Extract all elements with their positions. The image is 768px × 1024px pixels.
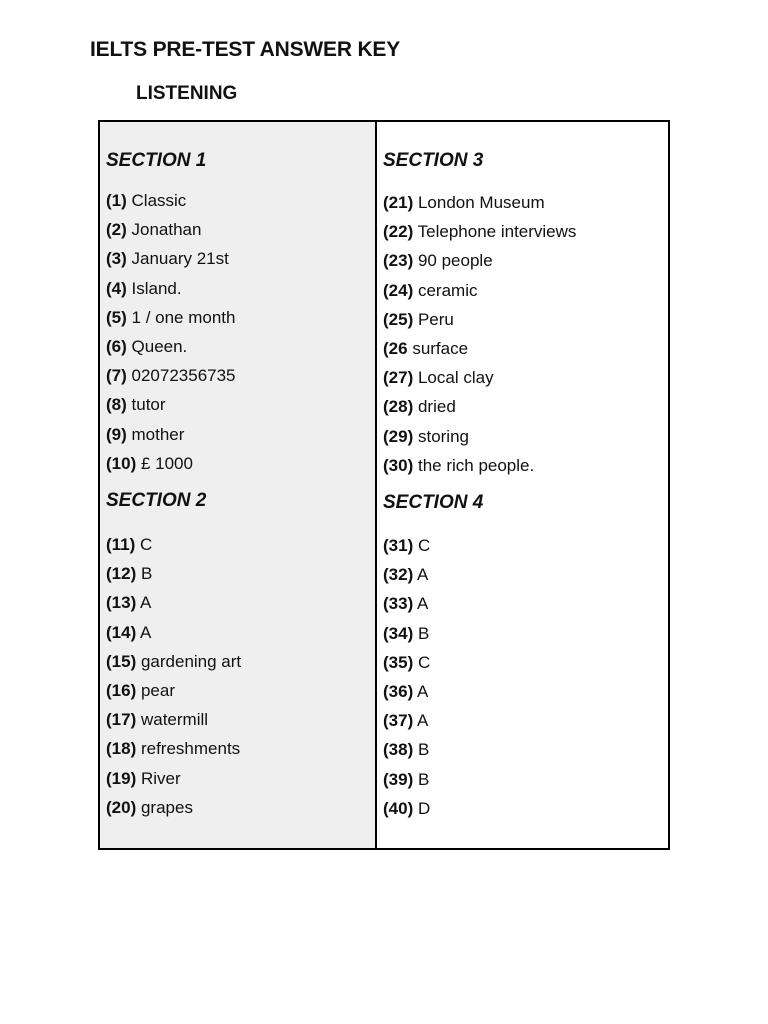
answer-number: (19): [106, 768, 137, 788]
answer-text: C: [140, 535, 153, 554]
answer-item: [383, 276, 576, 305]
answer-item: [106, 303, 236, 332]
answer-number: (25): [383, 309, 414, 329]
answer-number: (20): [106, 797, 137, 817]
answer-item: [106, 449, 236, 478]
answer-text: Jonathan: [131, 220, 202, 240]
answer-number: (32): [383, 565, 414, 585]
answer-number: (16): [106, 680, 137, 700]
answer-text: mother: [131, 424, 185, 444]
answer-number: (13): [106, 593, 137, 613]
answer-item: [383, 531, 430, 560]
answer-text: Classic: [131, 191, 187, 210]
answer-number: (15): [106, 651, 137, 671]
answer-number: (12): [106, 564, 137, 584]
answer-number: (17): [106, 710, 137, 730]
answer-number: (23): [383, 251, 414, 271]
answer-item: [383, 706, 430, 735]
answer-text: B: [140, 564, 153, 584]
answer-item: [106, 705, 241, 734]
answer-number: (35): [383, 652, 414, 672]
answer-item: [383, 334, 576, 363]
answer-number: (28): [383, 397, 414, 417]
answer-number: (8): [106, 395, 127, 415]
answer-number: (6): [106, 336, 127, 356]
answer-text: A: [417, 681, 429, 701]
answer-number: (10): [106, 453, 137, 473]
answer-text: London Museum: [417, 193, 545, 212]
answer-number: (9): [106, 424, 127, 444]
answer-number: (26: [383, 338, 408, 358]
answer-item: [106, 244, 236, 273]
answer-text: grapes: [140, 797, 193, 817]
section-1-heading: SECTION 1: [106, 150, 207, 171]
answer-number: (30): [383, 455, 414, 475]
answer-number: (31): [383, 536, 414, 555]
answer-item: [106, 390, 236, 419]
answer-text: watermill: [140, 710, 209, 730]
answer-number: (3): [106, 249, 127, 269]
section-4-heading: SECTION 4: [383, 492, 484, 513]
section-3-answers: [383, 188, 576, 480]
answer-text: Telephone interviews: [417, 222, 577, 242]
answer-text: ceramic: [417, 280, 478, 300]
answer-text: the rich people.: [417, 455, 535, 475]
answer-item: [383, 246, 576, 275]
answer-text: surface: [412, 338, 469, 358]
answer-text: A: [140, 622, 152, 642]
answer-item: [106, 559, 241, 588]
answer-text: A: [140, 593, 152, 613]
section-2-heading: SECTION 2: [106, 490, 207, 511]
answer-item: [106, 647, 241, 676]
section-1-answers: [106, 186, 236, 478]
answer-number: (39): [383, 769, 414, 789]
answer-item: [383, 619, 430, 648]
section-4-answers: [383, 531, 430, 823]
answer-text: 02072356735: [131, 366, 236, 386]
answer-item: [106, 332, 236, 361]
answer-number: (1): [106, 191, 127, 210]
answer-number: (14): [106, 622, 137, 642]
answer-item: [383, 451, 576, 480]
answer-number: (36): [383, 681, 414, 701]
answer-number: (22): [383, 222, 414, 242]
answer-text: £ 1000: [140, 453, 193, 473]
answer-number: (18): [106, 739, 137, 759]
answer-text: pear: [140, 680, 175, 700]
answer-number: (38): [383, 740, 414, 760]
page-title: IELTS PRE-TEST ANSWER KEY: [90, 38, 401, 61]
answer-number: (11): [106, 535, 136, 554]
answer-item: [383, 677, 430, 706]
answer-item: [106, 618, 241, 647]
answer-number: (33): [383, 594, 414, 614]
answer-item: [106, 764, 241, 793]
answer-text: B: [417, 769, 430, 789]
answer-item: [383, 735, 430, 764]
right-column: [377, 122, 668, 848]
answer-item: [383, 589, 430, 618]
answer-item: [106, 793, 241, 822]
answer-text: Local clay: [417, 368, 494, 388]
answer-item: [383, 648, 430, 677]
answer-text: Island.: [131, 278, 182, 298]
answer-text: Queen.: [131, 336, 188, 356]
answer-item: [106, 420, 236, 449]
answer-text: B: [417, 740, 430, 760]
left-column: [100, 122, 377, 848]
answer-item: [383, 392, 576, 421]
answer-text: Peru: [417, 309, 454, 329]
answer-text: D: [417, 798, 431, 818]
answer-item: [383, 560, 430, 589]
answer-item: [383, 765, 430, 794]
answer-item: [383, 422, 576, 451]
answer-number: (24): [383, 280, 414, 300]
answer-item: [106, 361, 236, 390]
answer-item: [106, 734, 241, 763]
answer-text: 90 people: [417, 251, 493, 271]
answer-number: (4): [106, 278, 127, 298]
answer-text: A: [417, 711, 429, 731]
answer-text: A: [417, 565, 429, 585]
answer-item: [383, 188, 576, 217]
answer-item: [106, 274, 236, 303]
section-2-answers: [106, 530, 241, 822]
answer-key-table: [98, 120, 670, 850]
answer-text: refreshments: [140, 739, 241, 759]
answer-text: dried: [417, 397, 456, 417]
page-subtitle: LISTENING: [136, 83, 238, 104]
answer-item: [106, 530, 241, 559]
answer-item: [106, 676, 241, 705]
answer-text: River: [140, 768, 181, 788]
answer-item: [383, 217, 576, 246]
answer-text: 1 / one month: [131, 307, 236, 327]
answer-number: (21): [383, 193, 414, 212]
answer-item: [106, 186, 236, 215]
answer-number: (40): [383, 798, 414, 818]
answer-text: C: [417, 652, 431, 672]
answer-text: storing: [417, 426, 469, 446]
answer-item: [106, 215, 236, 244]
answer-number: (34): [383, 623, 414, 643]
answer-number: (37): [383, 711, 414, 731]
answer-item: [383, 363, 576, 392]
answer-number: (7): [106, 366, 127, 386]
answer-text: C: [417, 536, 431, 555]
answer-number: (5): [106, 307, 127, 327]
answer-number: (27): [383, 368, 414, 388]
answer-number: (2): [106, 220, 127, 240]
answer-item: [383, 794, 430, 823]
answer-text: A: [417, 594, 429, 614]
answer-item: [383, 305, 576, 334]
answer-text: January 21st: [131, 249, 229, 269]
answer-text: tutor: [131, 395, 166, 415]
answer-item: [106, 588, 241, 617]
answer-text: gardening art: [140, 651, 242, 671]
section-3-heading: SECTION 3: [383, 150, 484, 171]
answer-number: (29): [383, 426, 414, 446]
answer-text: B: [417, 623, 430, 643]
